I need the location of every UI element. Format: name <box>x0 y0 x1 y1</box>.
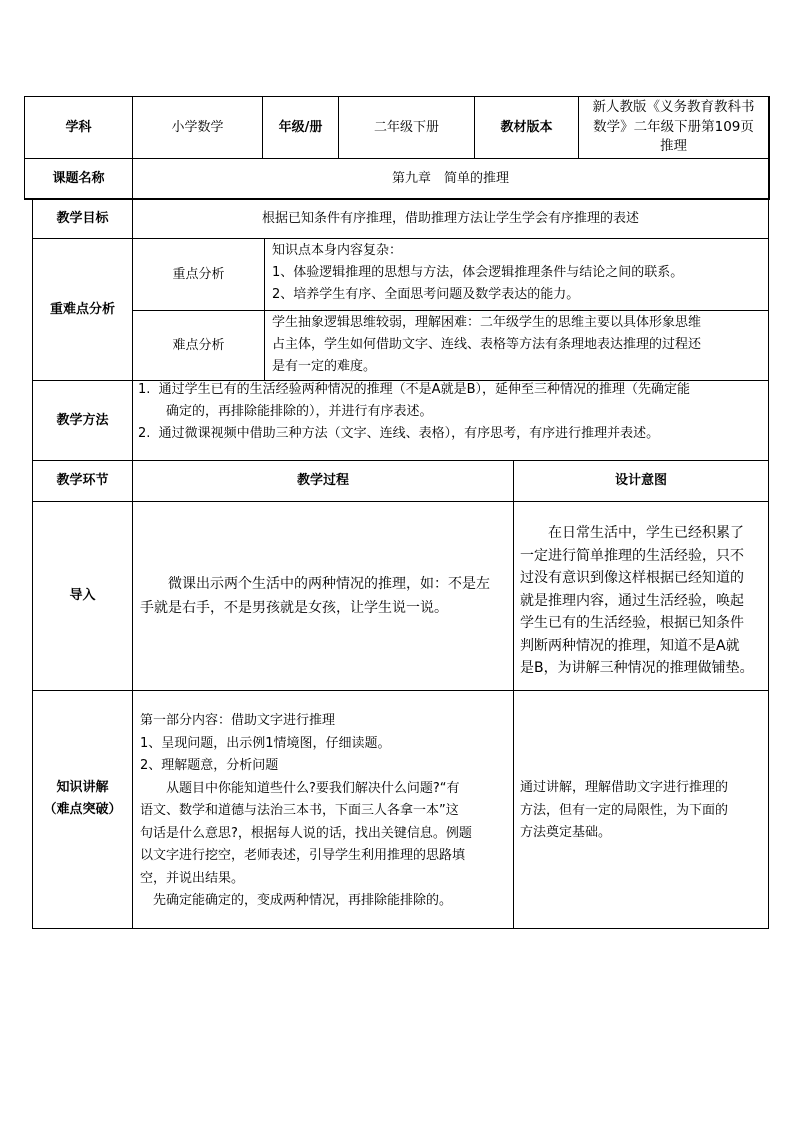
knowledge-process-line: 先确定能确定的，变成两种情况，再排除能排除的。 <box>140 893 453 908</box>
key-points-text <box>272 240 766 310</box>
key-points-label: 重点分析 <box>172 266 225 282</box>
knowledge-intent-text <box>520 777 766 847</box>
lesson-label: 课题名称 <box>52 170 105 186</box>
key-line: 知识点本身内容复杂： <box>272 243 403 258</box>
edition-label: 教材版本 <box>500 119 553 135</box>
knowledge-process-line: 1、呈现问题，出示例1情境图，仔细读题。 <box>140 735 391 751</box>
knowledge-process-line: 从题目中你能知道些什么?要我们解决什么问题?“有 <box>140 780 460 796</box>
process-header: 教学过程 <box>296 473 349 488</box>
grade-value: 二年级下册 <box>373 119 439 135</box>
method-item-number: 2. <box>138 426 151 441</box>
knowledge-process-line: 2、理解题意，分析问题 <box>140 758 279 773</box>
intro-intent-line <box>520 522 766 545</box>
difficulty-label: 重难点分析 <box>49 301 115 317</box>
intro-intent-line: 学生已有的生活经验，根据已知条件 <box>520 615 744 631</box>
knowledge-label-line1: 知识讲解 <box>56 780 109 795</box>
knowledge-intent-line: 方法奠定基础。 <box>520 825 612 840</box>
edition-line: 新人教版《义务教育教科书 <box>592 99 755 115</box>
stage-header: 教学环节 <box>56 473 109 488</box>
hard-line: 学生抽象逻辑思维较弱，理解困难：二年级学生的思维主要以具体形象思维 <box>272 315 702 330</box>
intro-intent-text <box>520 522 766 682</box>
intro-process-line <box>140 572 510 596</box>
intro-process-text <box>140 572 510 632</box>
method-item-number: 1. <box>138 382 151 397</box>
key-line: 1、体验逻辑推理的思想与方法，体会逻辑推理条件与结论之间的联系。 <box>272 265 684 280</box>
table-border <box>32 501 769 502</box>
edition-line: 数学》二年级下册第109页 <box>593 118 754 135</box>
intro-process-line: 手就是右手，不是男孩就是女孩，让学生说一说。 <box>140 600 448 616</box>
method-item-text: 通过学生已有的生活经验两种情况的推理（不是A就是B），延伸至三种情况的推理（先确定能 <box>158 382 690 397</box>
knowledge-intent-line: 方法，但有一定的局限性，为下面的 <box>520 802 729 818</box>
hard-points-text <box>272 312 766 380</box>
table-border <box>264 238 265 380</box>
knowledge-process-text <box>140 710 512 920</box>
knowledge-intent-line: 通过讲解，理解借助文字进行推理的 <box>520 780 729 795</box>
key-line: 2、培养学生有序、全面思考问题及数学表达的能力。 <box>272 287 580 302</box>
intro-intent-line-text: 在日常生活中，学生已经积累了 <box>548 525 744 541</box>
intro-intent-line: 判断两种情况的推理，知道不是A就 <box>520 637 740 654</box>
table-border <box>768 198 769 929</box>
method-item-2 <box>138 423 766 445</box>
intro-intent-line: 就是推理内容，通过生活经验，唤起 <box>520 592 744 609</box>
table-border <box>32 690 769 691</box>
knowledge-process-line: 以文字进行挖空，老师表述，引导学生利用推理的思路填 <box>140 848 466 863</box>
method-item-1-cont: 确定的，再排除能排除的），并进行有序表述。 <box>166 404 433 419</box>
goal-label: 教学目标 <box>56 211 109 226</box>
table-border <box>32 928 769 929</box>
intro-intent-line: 一定进行简单推理的生活经验，只不 <box>520 547 744 564</box>
knowledge-process-line: 句话是什么意思?，根据每人说的话，找出关键信息。例题 <box>140 825 472 841</box>
table-border <box>513 460 514 929</box>
edition-line: 推理 <box>660 138 687 154</box>
hard-points-label: 难点分析 <box>172 337 225 353</box>
knowledge-process-line: 第一部分内容：借助文字进行推理 <box>140 713 336 728</box>
knowledge-label <box>33 691 132 928</box>
method-item-1 <box>138 379 766 401</box>
lesson-title: 第九章 简单的推理 <box>391 170 509 186</box>
hard-line: 占主体，学生如何借助文字、连线、表格等方法有条理地表达推理的过程还 <box>272 337 702 352</box>
grade-label: 年级/册 <box>278 119 323 135</box>
method-item-text: 通过微课视频中借助三种方法（文字、连线、表格），有序思考，有序进行推理并表述。 <box>158 426 660 441</box>
intro-intent-line: 是B，为讲解三种情况的推理做铺垫。 <box>520 660 754 676</box>
intro-process-line-text: 微课出示两个生活中的两种情况的推理，如：不是左 <box>168 576 490 592</box>
edition-value <box>579 97 768 158</box>
method-label: 教学方法 <box>56 412 109 428</box>
knowledge-process-line: 空，并说出结果。 <box>140 870 245 886</box>
hard-line: 是有一定的难度。 <box>272 359 377 374</box>
table-border <box>768 96 770 200</box>
goal-value: 根据已知条件有序推理，借助推理方法让学生学会有序推理的表述 <box>261 211 639 226</box>
intent-header: 设计意图 <box>614 473 667 488</box>
knowledge-process-line: 语文、数学和道德与法治三本书，下面三人各拿一本”这 <box>140 803 459 818</box>
intro-label: 导入 <box>69 588 96 603</box>
subject-value: 小学数学 <box>171 119 224 135</box>
intro-intent-line: 过没有意识到像这样根据已经知道的 <box>520 570 744 586</box>
method-list <box>138 379 766 459</box>
knowledge-label-line2: （难点突破） <box>43 802 122 817</box>
subject-label: 学科 <box>65 119 92 135</box>
